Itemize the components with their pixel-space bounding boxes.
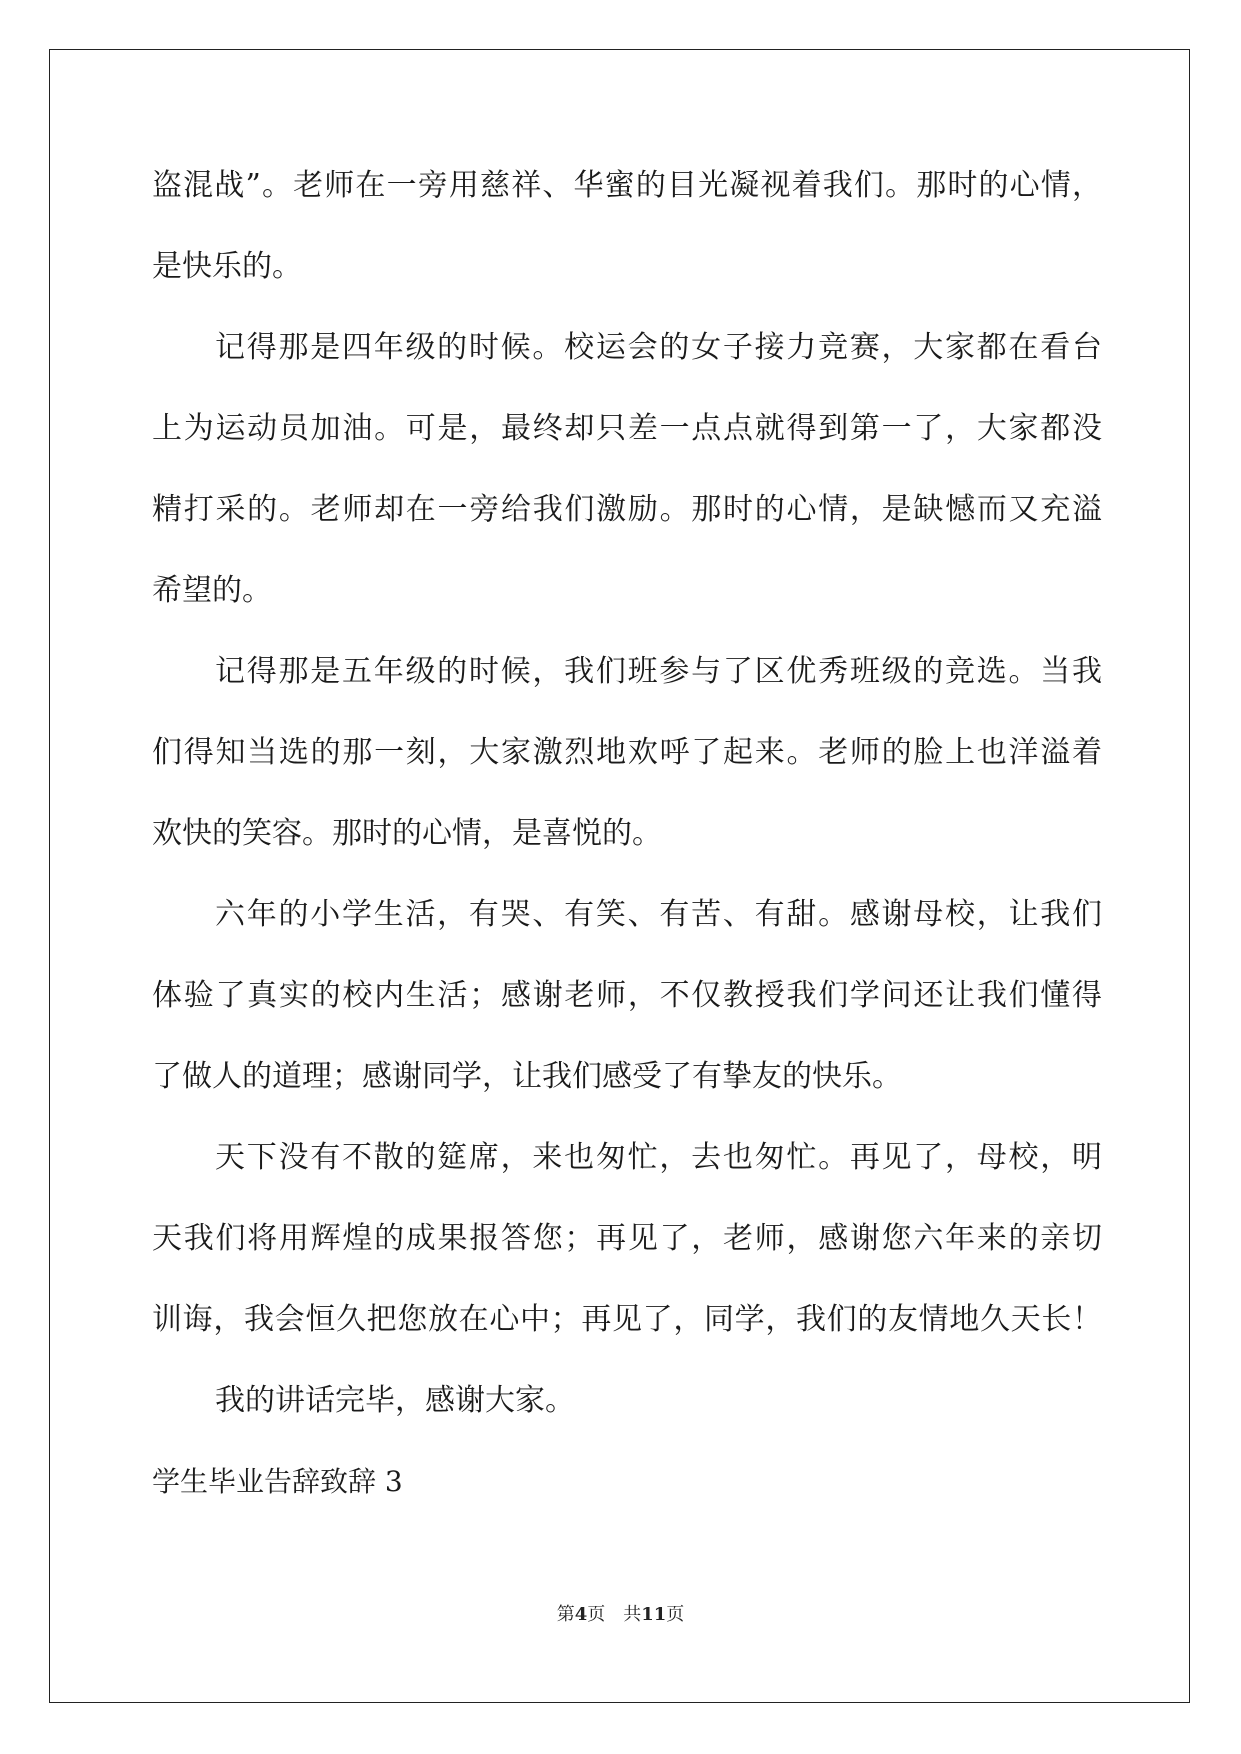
text-line: 体验了真实的校内生活；感谢老师，不仅教授我们学问还让我们懂得	[152, 978, 1102, 1013]
text-line: 盗混战”。老师在一旁用慈祥、华蜜的目光凝视着我们。那时的心情，	[152, 168, 1102, 203]
footer-middle: 页 共	[587, 1604, 642, 1625]
text-line: 了做人的道理；感谢同学，让我们感受了有挚友的快乐。	[152, 1059, 902, 1094]
footer-prefix: 第	[556, 1604, 575, 1625]
text-line: 我的讲话完毕，感谢大家。	[215, 1383, 575, 1418]
document-body	[152, 145, 1102, 1522]
text-line: 记得那是四年级的时候。校运会的女子接力竞赛，大家都在看台	[215, 330, 1102, 365]
text-line: 欢快的笑容。那时的心情，是喜悦的。	[152, 816, 662, 851]
text-line: 上为运动员加油。可是，最终却只差一点点就得到第一了，大家都没	[152, 411, 1102, 446]
total-page-number: 11	[641, 1604, 667, 1625]
page-footer	[0, 1600, 1241, 1626]
text-line: 天我们将用辉煌的成果报答您；再见了，老师，感谢您六年来的亲切	[152, 1221, 1102, 1256]
text-line: 六年的小学生活，有哭、有笑、有苦、有甜。感谢母校，让我们	[215, 897, 1102, 932]
section-heading: 学生毕业告辞致辞 3	[152, 1465, 403, 1498]
text-line: 精打采的。老师却在一旁给我们激励。那时的心情，是缺憾而又充溢	[152, 492, 1102, 527]
text-line: 是快乐的。	[152, 249, 302, 284]
text-line: 们得知当选的那一刻，大家激烈地欢呼了起来。老师的脸上也洋溢着	[152, 735, 1102, 770]
footer-suffix: 页	[666, 1604, 685, 1625]
paragraph-lines	[152, 145, 1102, 1441]
text-line: 训诲，我会恒久把您放在心中；再见了，同学，我们的友情地久天长！	[152, 1302, 1102, 1337]
text-line: 希望的。	[152, 573, 272, 608]
text-line: 记得那是五年级的时候，我们班参与了区优秀班级的竞选。当我	[215, 654, 1102, 689]
current-page-number: 4	[574, 1604, 588, 1625]
text-line: 天下没有不散的筵席，来也匆忙，去也匆忙。再见了，母校，明	[215, 1140, 1102, 1175]
